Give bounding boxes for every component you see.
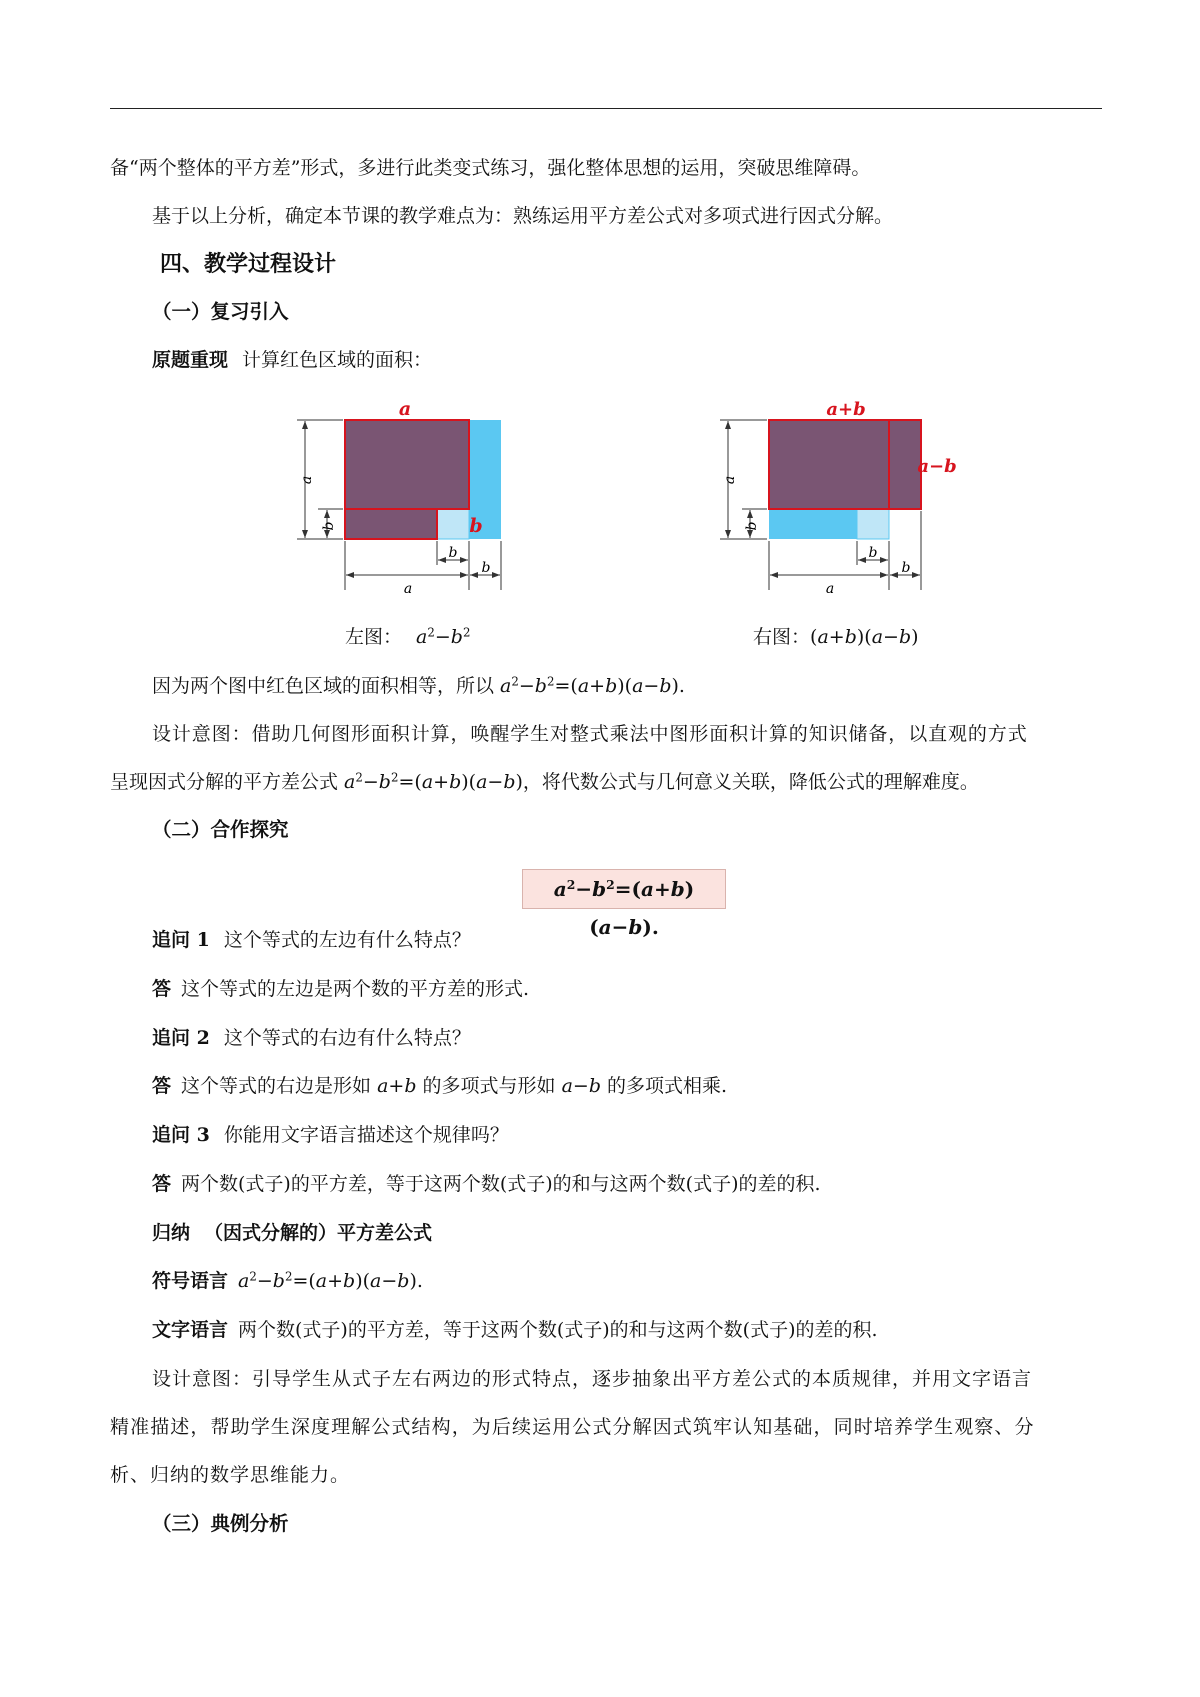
left-big-square bbox=[345, 420, 469, 509]
left-bottom-a: a bbox=[403, 581, 413, 597]
paragraph-difficulty: 基于以上分析，确定本节课的教学难点为：熟练运用平方差公式对多项式进行因式分解。 bbox=[152, 205, 894, 227]
caption-right: 右图：(a+b)(a−b) bbox=[753, 626, 919, 648]
question-1: 追问 1 这个等式的左边有什么特点？ bbox=[152, 929, 471, 951]
section-heading-process: 四、教学过程设计 bbox=[160, 251, 337, 277]
induction-heading: 归纳 （因式分解的）平方差公式 bbox=[152, 1222, 433, 1244]
left-b-label: b bbox=[469, 515, 483, 537]
right-dim-b: b bbox=[744, 521, 760, 531]
equality-statement: 因为两个图中红色区域的面积相等，所以 $a^2-b^2=(a+b)(a-b)$. bbox=[152, 674, 685, 697]
review-line bbox=[152, 347, 432, 373]
right-inner-b: b bbox=[868, 545, 878, 561]
design-intent-1-line1: 设计意图：借助几何图形面积计算，唤醒学生对整式乘法中图形面积计算的知识储备，以直观的方式 bbox=[152, 723, 1028, 745]
formula-box: $a^2-b^2=(a+b)(a-b)$. bbox=[522, 869, 726, 909]
header-rule bbox=[110, 108, 1102, 109]
caption-left: 左图： $a^2-b^2$ bbox=[345, 625, 471, 648]
right-bottom-a: a bbox=[825, 581, 835, 597]
right-blue-strip bbox=[769, 509, 857, 539]
right-top-label: a+b bbox=[826, 399, 866, 420]
right-main-rect bbox=[769, 420, 889, 509]
review-label: 原题重现 bbox=[152, 349, 229, 371]
left-inner-b: b bbox=[448, 545, 458, 561]
left-bottom-strip bbox=[345, 509, 437, 539]
design-intent-1-line2: 呈现因式分解的平方差公式 $a^2-b^2=(a+b)(a-b)$，将代数公式与几何意义关联，降低公式的理解难度。 bbox=[110, 770, 979, 793]
design-intent-2-line1: 设计意图：引导学生从式子左右两边的形式特点，逐步抽象出平方差公式的本质规律，并用文字语言 bbox=[152, 1368, 1033, 1390]
subheading-example: （三）典例分析 bbox=[152, 1512, 289, 1535]
symbol-language: 符号语言 $a^2-b^2=(a+b)(a-b)$. bbox=[152, 1269, 423, 1292]
answer-2: 答 这个等式的右边是形如 a+b 的多项式与形如 a−b 的多项式相乘. bbox=[152, 1075, 728, 1097]
word-language: 文字语言 两个数(式子)的平方差，等于这两个数(式子)的和与这两个数(式子)的差的积. bbox=[152, 1319, 878, 1341]
subheading-review: （一）复习引入 bbox=[152, 300, 289, 323]
left-dim-a: a bbox=[299, 475, 315, 485]
review-text: 计算红色区域的面积： bbox=[242, 349, 433, 371]
design-intent-2-line3: 析、归纳的数学思维能力。 bbox=[110, 1464, 351, 1486]
answer-1: 答 这个等式的左边是两个数的平方差的形式. bbox=[152, 978, 530, 1000]
figure-right bbox=[710, 398, 957, 598]
left-light-square bbox=[437, 509, 469, 539]
paragraph-continuation: 备“两个整体的平方差”形式，多进行此类变式练习，强化整体思想的运用，突破思维障碍。 bbox=[110, 157, 871, 179]
design-intent-2-line2: 精准描述，帮助学生深度理解公式结构，为后续运用公式分解因式筑牢认知基础，同时培养学生观察、分 bbox=[110, 1416, 1035, 1438]
figure-left bbox=[286, 398, 526, 598]
left-top-label: a bbox=[398, 398, 412, 420]
right-dim-a: a bbox=[722, 475, 738, 485]
left-dim-b: b bbox=[321, 521, 337, 531]
subheading-cooperate: （二）合作探究 bbox=[152, 818, 289, 841]
left-bottom-b: b bbox=[481, 560, 491, 576]
right-side-strip bbox=[889, 420, 921, 509]
right-light-square bbox=[857, 509, 889, 539]
right-bottom-b: b bbox=[901, 560, 911, 576]
question-2: 追问 2 这个等式的右边有什么特点？ bbox=[152, 1027, 471, 1049]
answer-3: 答 两个数(式子)的平方差，等于这两个数(式子)的和与这两个数(式子)的差的积. bbox=[152, 1173, 821, 1195]
question-3: 追问 3 你能用文字语言描述这个规律吗？ bbox=[152, 1124, 509, 1146]
right-side-label: a−b bbox=[917, 456, 957, 477]
